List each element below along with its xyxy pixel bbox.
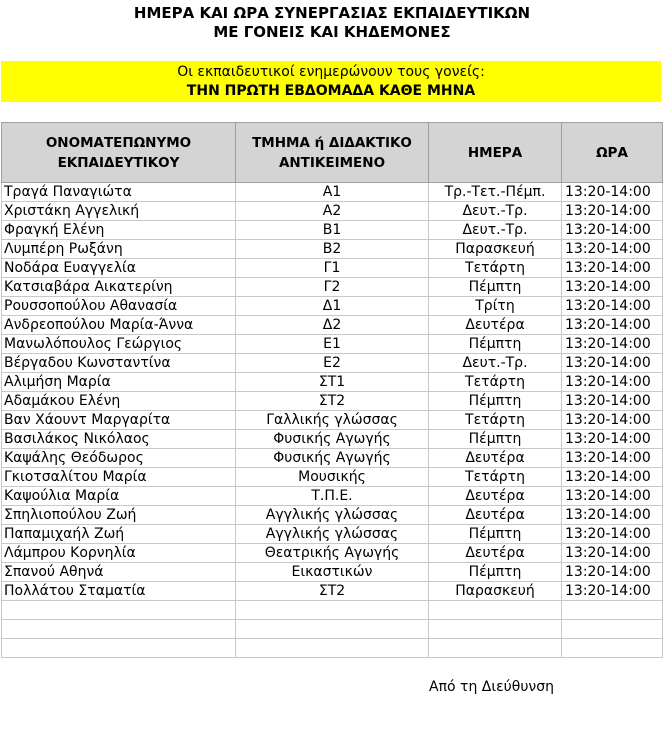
subject-cell: Εικαστικών — [236, 563, 429, 582]
time-cell: 13:20-14:00 — [562, 411, 663, 430]
day-cell: Πέμπτη — [429, 430, 562, 449]
subject-cell: Αγγλικής γλώσσας — [236, 506, 429, 525]
teacher-name-cell — [2, 601, 236, 620]
teacher-name-cell: Νοδάρα Ευαγγελία — [2, 259, 236, 278]
day-cell: Τετάρτη — [429, 468, 562, 487]
day-cell: Πέμπτη — [429, 278, 562, 297]
table-row — [2, 259, 663, 278]
page-title: ΗΜΕΡΑ ΚΑΙ ΩΡΑ ΣΥΝΕΡΓΑΣΙΑΣ ΕΚΠΑΙΔΕΥΤΙΚΩΝ — [133, 4, 531, 22]
subject-cell: Τ.Π.Ε. — [236, 487, 429, 506]
subject-cell: Μουσικής — [236, 468, 429, 487]
table-row — [2, 297, 663, 316]
subject-cell: Ε2 — [236, 354, 429, 373]
teacher-name-cell: Αλιμήση Μαρία — [2, 373, 236, 392]
time-cell: 13:20-14:00 — [562, 221, 663, 240]
banner-highlight: ΤΗΝ ΠΡΩΤΗ ΕΒΔΟΜΑΔΑ ΚΑΘΕ ΜΗΝΑ — [186, 83, 476, 99]
time-cell: 13:20-14:00 — [562, 430, 663, 449]
day-cell: Πέμπτη — [429, 392, 562, 411]
teacher-name-cell: Βασιλάκος Νικόλαος — [2, 430, 236, 449]
table-row — [2, 411, 663, 430]
time-cell: 13:20-14:00 — [562, 487, 663, 506]
subject-cell — [236, 601, 429, 620]
table-row — [2, 525, 663, 544]
table-row — [2, 544, 663, 563]
time-cell — [562, 620, 663, 639]
day-cell: Πέμπτη — [429, 525, 562, 544]
table-row — [2, 468, 663, 487]
table-row — [2, 487, 663, 506]
table-row — [2, 620, 663, 639]
teacher-name-cell: Καψούλια Μαρία — [2, 487, 236, 506]
subject-cell: ΣΤ1 — [236, 373, 429, 392]
teacher-name-cell: Λάμπρου Κορνηλία — [2, 544, 236, 563]
teacher-name-cell: Κατσιαβάρα Αικατερίνη — [2, 278, 236, 297]
subject-cell: Α1 — [236, 183, 429, 202]
column-header-teacher-line1: ΟΝΟΜΑΤΕΠΩΝΥΜΟ — [45, 134, 192, 151]
teacher-name-cell: Τραγά Παναγιώτα — [2, 183, 236, 202]
time-cell: 13:20-14:00 — [562, 525, 663, 544]
table-row — [2, 316, 663, 335]
time-cell — [562, 639, 663, 658]
subject-cell: Ε1 — [236, 335, 429, 354]
time-cell: 13:20-14:00 — [562, 468, 663, 487]
teacher-name-cell — [2, 639, 236, 658]
subject-cell: Α2 — [236, 202, 429, 221]
day-cell: Δευτέρα — [429, 544, 562, 563]
column-header-teacher-line2: ΕΚΠΑΙΔΕΥΤΙΚΟΥ — [57, 154, 180, 171]
day-cell: Παρασκευή — [429, 240, 562, 259]
teacher-name-cell: Λυμπέρη Ρωξάνη — [2, 240, 236, 259]
info-banner — [1, 61, 661, 102]
day-cell — [429, 639, 562, 658]
day-cell: Τρ.-Τετ.-Πέμπ. — [429, 183, 562, 202]
table-row — [2, 240, 663, 259]
time-cell — [562, 601, 663, 620]
subject-cell: Γ1 — [236, 259, 429, 278]
teacher-name-cell: Σπανού Αθηνά — [2, 563, 236, 582]
day-cell: Πέμπτη — [429, 335, 562, 354]
day-cell: Παρασκευή — [429, 582, 562, 601]
subject-cell — [236, 620, 429, 639]
subject-cell — [236, 639, 429, 658]
schedule-body — [2, 183, 663, 658]
table-row — [2, 506, 663, 525]
subject-cell: Αγγλικής γλώσσας — [236, 525, 429, 544]
teacher-name-cell: Χριστάκη Αγγελική — [2, 202, 236, 221]
day-cell: Δευτ.-Τρ. — [429, 221, 562, 240]
time-cell: 13:20-14:00 — [562, 563, 663, 582]
day-cell — [429, 620, 562, 639]
subject-cell: Φυσικής Αγωγής — [236, 430, 429, 449]
day-cell: Δευτ.-Τρ. — [429, 202, 562, 221]
banner-text: Οι εκπαιδευτικοί ενημερώνουν τους γονείς: — [177, 64, 485, 80]
page-subtitle: ΜΕ ΓΟΝΕΙΣ ΚΑΙ ΚΗΔΕΜΟΝΕΣ — [213, 23, 451, 41]
table-row — [2, 183, 663, 202]
subject-cell: Γαλλικής γλώσσας — [236, 411, 429, 430]
column-header-subject-line2: ΑΝΤΙΚΕΙΜΕΝΟ — [278, 154, 386, 171]
day-cell: Τετάρτη — [429, 259, 562, 278]
time-cell: 13:20-14:00 — [562, 506, 663, 525]
teacher-name-cell: Ρουσσοπούλου Αθανασία — [2, 297, 236, 316]
day-cell: Τρίτη — [429, 297, 562, 316]
time-cell: 13:20-14:00 — [562, 240, 663, 259]
schedule-table — [1, 122, 663, 658]
table-row — [2, 221, 663, 240]
time-cell: 13:20-14:00 — [562, 316, 663, 335]
subject-cell: Β2 — [236, 240, 429, 259]
subject-cell: Δ1 — [236, 297, 429, 316]
teacher-name-cell: Βαν Χάουντ Μαργαρίτα — [2, 411, 236, 430]
teacher-name-cell: Βέργαδου Κωνσταντίνα — [2, 354, 236, 373]
time-cell: 13:20-14:00 — [562, 582, 663, 601]
column-header-subject — [236, 123, 429, 183]
time-cell: 13:20-14:00 — [562, 335, 663, 354]
time-cell: 13:20-14:00 — [562, 183, 663, 202]
teacher-name-cell: Παπαμιχαήλ Ζωή — [2, 525, 236, 544]
table-row — [2, 430, 663, 449]
teacher-name-cell: Μανωλόπουλος Γεώργιος — [2, 335, 236, 354]
subject-cell: ΣΤ2 — [236, 392, 429, 411]
teacher-name-cell — [2, 620, 236, 639]
teacher-name-cell: Γκιοτσαλίτου Μαρία — [2, 468, 236, 487]
time-cell: 13:20-14:00 — [562, 449, 663, 468]
day-cell: Δευτέρα — [429, 487, 562, 506]
table-row — [2, 373, 663, 392]
time-cell: 13:20-14:00 — [562, 544, 663, 563]
column-header-day: ΗΜΕΡΑ — [429, 123, 562, 183]
subject-cell: ΣΤ2 — [236, 582, 429, 601]
day-cell: Τετάρτη — [429, 411, 562, 430]
time-cell: 13:20-14:00 — [562, 202, 663, 221]
day-cell: Πέμπτη — [429, 563, 562, 582]
time-cell: 13:20-14:00 — [562, 354, 663, 373]
table-row — [2, 354, 663, 373]
day-cell — [429, 601, 562, 620]
day-cell: Δευτέρα — [429, 449, 562, 468]
time-cell: 13:20-14:00 — [562, 278, 663, 297]
table-row — [2, 563, 663, 582]
column-header-time: ΩΡΑ — [562, 123, 663, 183]
time-cell: 13:20-14:00 — [562, 373, 663, 392]
teacher-name-cell: Αδαμάκου Ελένη — [2, 392, 236, 411]
table-row — [2, 335, 663, 354]
day-cell: Δευτ.-Τρ. — [429, 354, 562, 373]
table-row — [2, 582, 663, 601]
day-cell: Δευτέρα — [429, 506, 562, 525]
day-cell: Τετάρτη — [429, 373, 562, 392]
time-cell: 13:20-14:00 — [562, 259, 663, 278]
teacher-name-cell: Φραγκή Ελένη — [2, 221, 236, 240]
subject-cell: Θεατρικής Αγωγής — [236, 544, 429, 563]
time-cell: 13:20-14:00 — [562, 297, 663, 316]
subject-cell: Β1 — [236, 221, 429, 240]
table-header-row — [2, 123, 663, 183]
table-row — [2, 202, 663, 221]
table-row — [2, 278, 663, 297]
column-header-subject-line1: ΤΜΗΜΑ ή ΔΙΔΑΚΤΙΚΟ — [252, 134, 412, 151]
subject-cell: Φυσικής Αγωγής — [236, 449, 429, 468]
table-row — [2, 392, 663, 411]
teacher-name-cell: Σπηλιοπούλου Ζωή — [2, 506, 236, 525]
teacher-name-cell: Καψάλης Θεόδωρος — [2, 449, 236, 468]
teacher-name-cell: Πολλάτου Σταματία — [2, 582, 236, 601]
table-row — [2, 449, 663, 468]
subject-cell: Δ2 — [236, 316, 429, 335]
table-row — [2, 639, 663, 658]
column-header-teacher — [2, 123, 236, 183]
signature: Από τη Διεύθυνση — [429, 679, 554, 695]
day-cell: Δευτέρα — [429, 316, 562, 335]
teacher-name-cell: Ανδρεοπούλου Μαρία-Άννα — [2, 316, 236, 335]
table-row — [2, 601, 663, 620]
time-cell: 13:20-14:00 — [562, 392, 663, 411]
subject-cell: Γ2 — [236, 278, 429, 297]
